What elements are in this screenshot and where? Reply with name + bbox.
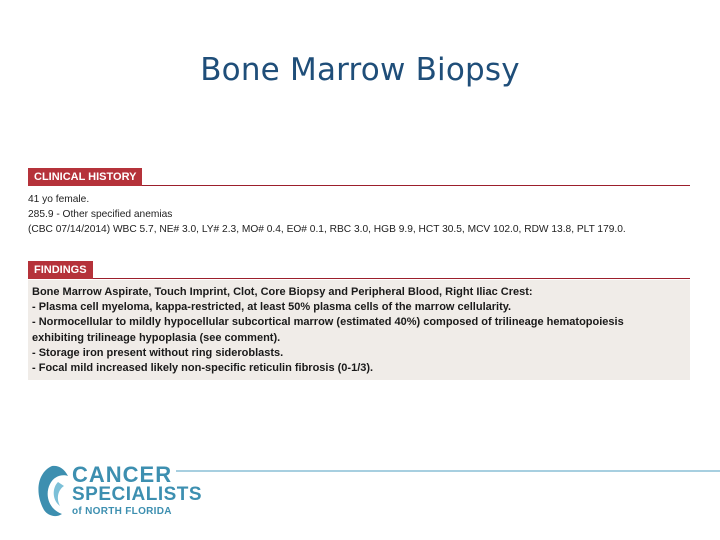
- clinical-history-heading: CLINICAL HISTORY: [28, 168, 142, 186]
- logo-line2: SPECIALISTS: [72, 484, 203, 505]
- findings-line: - Storage iron present without ring sideroblasts.: [32, 346, 284, 359]
- findings-heading: FINDINGS: [28, 261, 93, 279]
- history-line: (CBC 07/14/2014) WBC 5.7, NE# 3.0, LY# 2.3, MO# 0.4, EO# 0.1, RBC 3.0, HGB 9.9, HCT 30.5, MCV 102.0, RDW 13.8, PLT 179.0.: [28, 224, 626, 235]
- logo-line3: of NORTH FLORIDA: [72, 506, 172, 517]
- findings-line: Bone Marrow Aspirate, Touch Imprint, Clot, Core Biopsy and Peripheral Blood, Right Iliac Crest:: [32, 286, 533, 298]
- findings-line: - Normocellular to mildly hypocellular subcortical marrow (estimated 40%) composed of trilineage hematopoiesis: [32, 316, 624, 329]
- findings-line: - Plasma cell myeloma, kappa-restricted, at least 50% plasma cells of the marrow cellularity.: [32, 301, 512, 314]
- findings-body: [28, 280, 690, 380]
- footer-rule: [176, 470, 720, 472]
- history-line: 285.9 - Other specified anemias: [28, 209, 173, 220]
- findings-line: - Focal mild increased likely non-specific reticulin fibrosis (0-1/3).: [32, 362, 374, 375]
- logo-line1: CANCER: [72, 462, 173, 487]
- history-line: 41 yo female.: [28, 194, 90, 205]
- clinical-history-header: [28, 167, 690, 186]
- clinical-history-body: [28, 192, 688, 237]
- company-logo: [32, 462, 212, 522]
- findings-line: exhibiting trilineage hypoplasia (see comment).: [32, 331, 281, 344]
- page-title: Bone Marrow Biopsy: [200, 52, 520, 88]
- findings-header: [28, 260, 690, 279]
- wave-logo-icon: [32, 462, 72, 520]
